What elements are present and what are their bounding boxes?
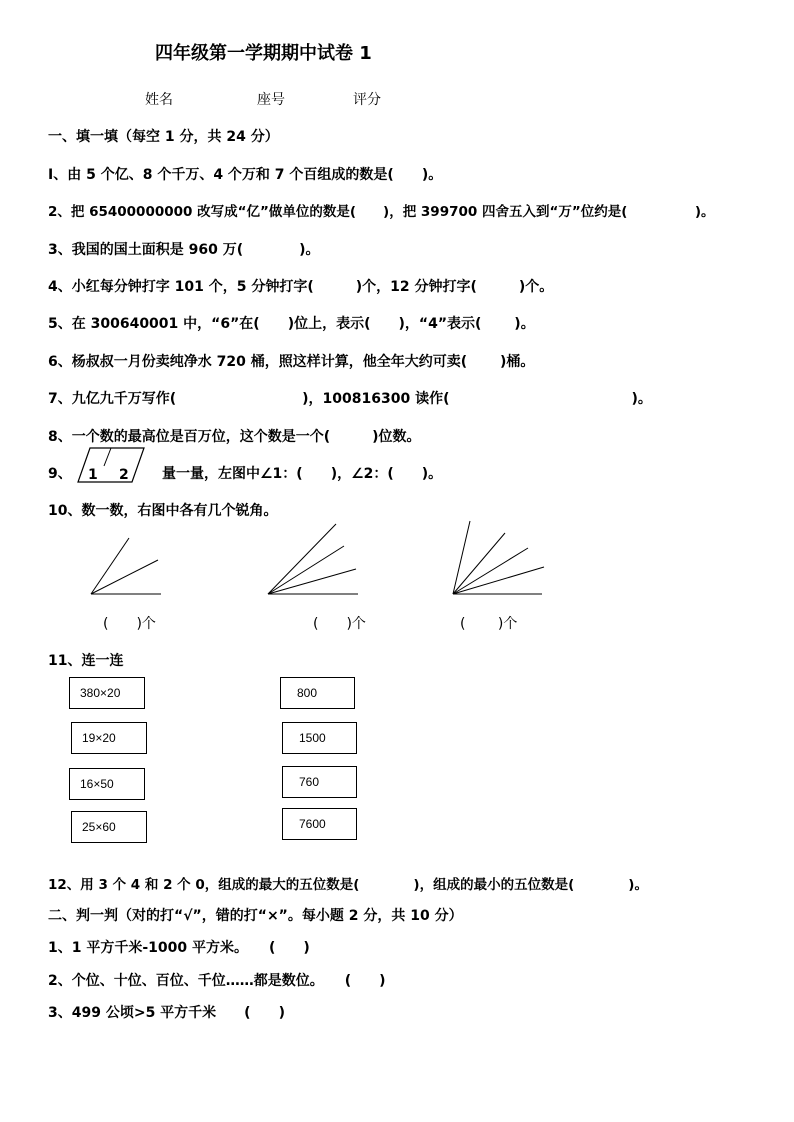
question-10: 10、数一数，右图中各有几个锐角。 — [48, 503, 278, 519]
angle-answer-2: ( )个 — [313, 616, 366, 632]
match-left-4: 25×60 — [71, 811, 147, 843]
angle-figure-3 — [448, 515, 548, 600]
match-right-1: 800 — [280, 677, 355, 709]
match-left-2: 19×20 — [71, 722, 147, 754]
seat-label: 座号 — [257, 92, 285, 108]
question-12: 12、用 3 个 4 和 2 个 0，组成的最大的五位数是( )，组成的最小的五位数是( )。 — [48, 877, 648, 893]
match-right-2: 1500 — [282, 722, 357, 754]
name-label: 姓名 — [145, 92, 173, 108]
section2-heading: 二、判一判（对的打“√”，错的打“×”。每小题 2 分，共 10 分） — [48, 908, 463, 924]
question-4: 4、小红每分钟打字 101 个，5 分钟打字( )个，12 分钟打字( )个。 — [48, 279, 554, 295]
question-6: 6、杨叔叔一月份卖纯净水 720 桶，照这样计算，他全年大约可卖( )桶。 — [48, 354, 535, 370]
match-right-3: 760 — [282, 766, 357, 798]
parallelogram-figure — [76, 446, 146, 486]
score-label: 评分 — [353, 92, 381, 108]
judge-question-2: 2、个位、十位、百位、千位……都是数位。 ( ) — [48, 973, 386, 989]
question-5: 5、在 300640001 中，“6”在( )位上，表示( )，“4”表示( )。 — [48, 316, 535, 332]
angle-2-label: 2 — [119, 467, 129, 483]
judge-question-3: 3、499 公顷>5 平方千米 ( ) — [48, 1005, 285, 1021]
judge-question-1: 1、1 平方千米-1000 平方米。 ( ) — [48, 940, 310, 956]
page-title: 四年级第一学期期中试卷 1 — [155, 43, 372, 64]
question-1: I、由 5 个亿、8 个千万、4 个万和 7 个百组成的数是( )。 — [48, 167, 443, 183]
angle-figure-1 — [85, 530, 175, 600]
question-8: 8、一个数的最高位是百万位，这个数是一个( )位数。 — [48, 429, 421, 445]
angle-figure-2 — [262, 520, 362, 600]
question-2: 2、把 65400000000 改写成“亿”做单位的数是( )，把 399700 四舍五入到“万”位约是( )。 — [48, 204, 715, 220]
angle-answer-1: ( )个 — [103, 616, 156, 632]
question-9-text: 量一量，左图中∠1：( )，∠2：( )。 — [162, 466, 443, 482]
section1-heading: 一、填一填（每空 1 分，共 24 分） — [48, 129, 279, 145]
question-7: 7、九亿九千万写作( )，100816300 读作( )。 — [48, 391, 652, 407]
match-left-1: 380×20 — [69, 677, 145, 709]
match-left-3: 16×50 — [69, 768, 145, 800]
question-3: 3、我国的国土面积是 960 万( )。 — [48, 242, 320, 258]
match-right-4: 7600 — [282, 808, 357, 840]
question-9-number: 9、 — [48, 466, 72, 482]
angle-answer-3: ( )个 — [460, 616, 518, 632]
angle-1-label: 1 — [88, 467, 98, 483]
question-11: 11、连一连 — [48, 653, 124, 669]
